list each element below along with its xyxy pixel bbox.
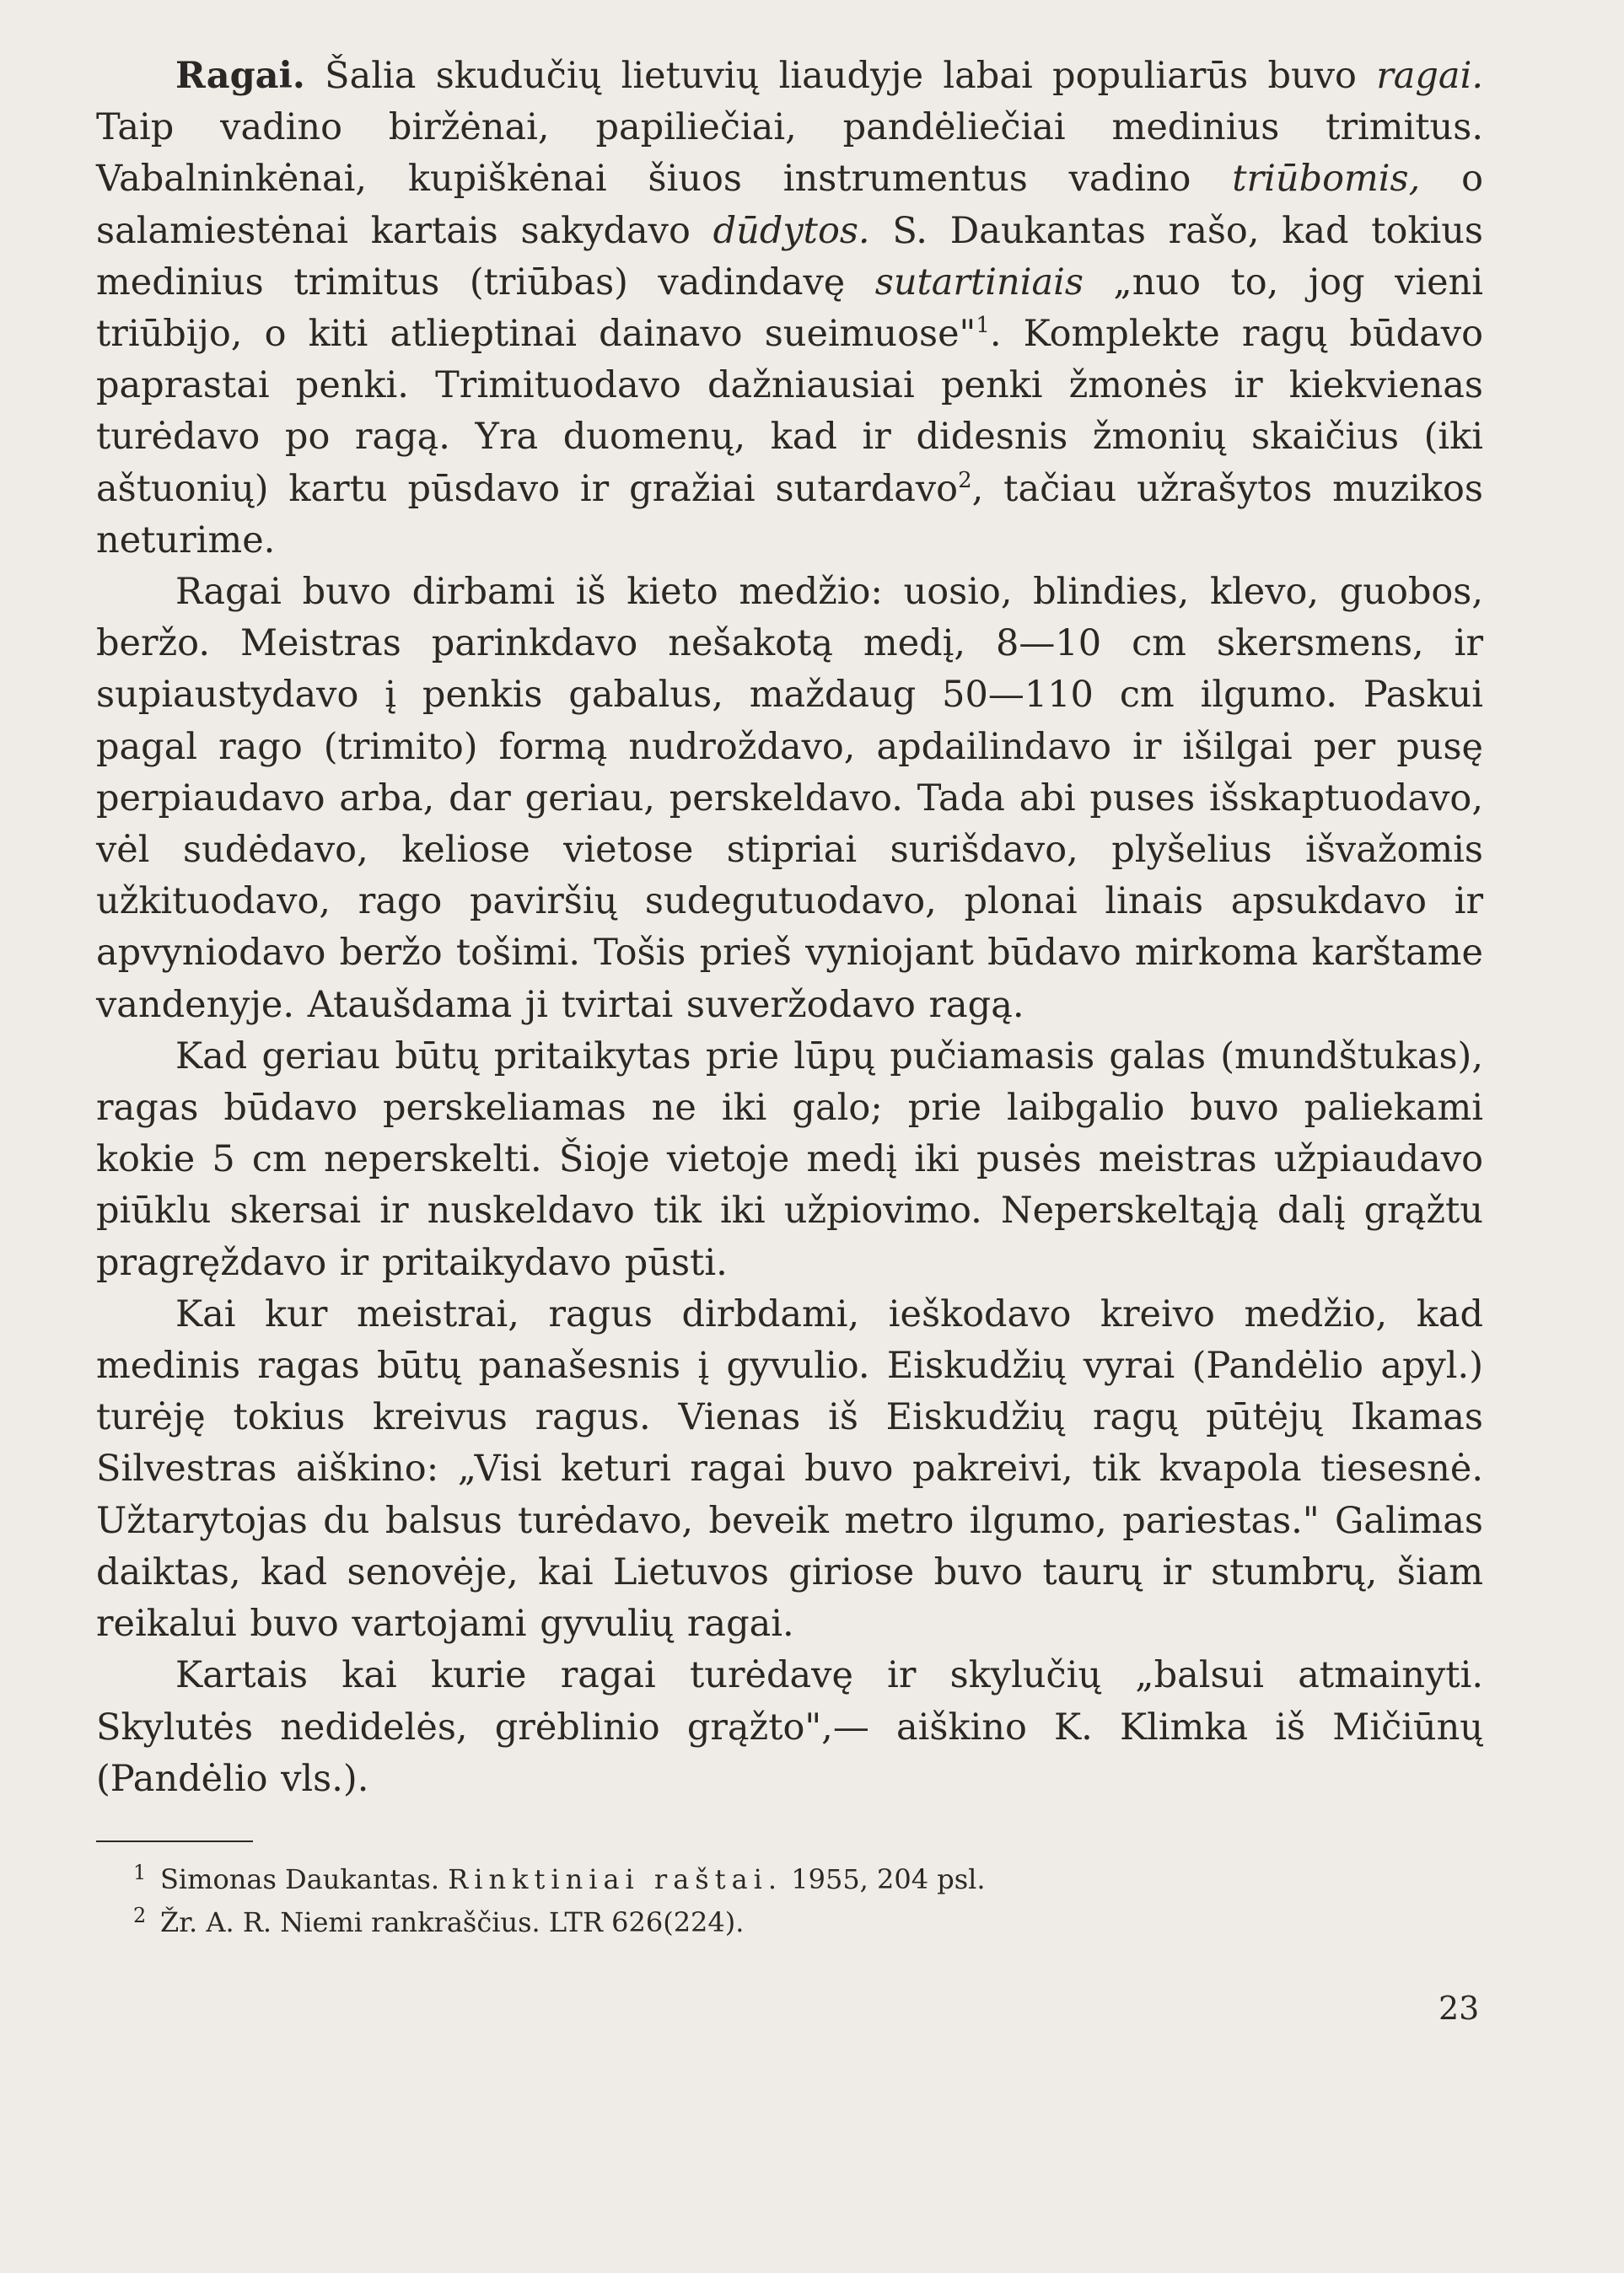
footnote-1: [133, 1858, 1341, 1901]
footnote-2: [133, 1901, 1341, 1944]
text-run: Taip vadino biržėnai, papiliečiai, pandėliečiai medinius trimitus. Vabalninkėnai, kupiškėnai šiuos instrumentus vadino: [96, 106, 1483, 201]
text-run: dūdytos.: [713, 209, 870, 252]
paragraph-mouthpiece: [96, 1031, 1483, 1289]
text-run: Žr. A. R. Niemi rankraščius. LTR 626(224).: [160, 1906, 745, 1938]
text-run: 1955, 204 psl.: [782, 1863, 986, 1895]
footnote-reference: 1: [976, 313, 990, 339]
page-number: 23: [1438, 1990, 1480, 2027]
text-run: Rinktiniai raštai.: [448, 1863, 783, 1895]
text-run: Ragai buvo dirbami iš kieto medžio: uosio, blindies, klevo, guobos, beržo. Meistras parinkdavo nešakotą medį, 8—10 cm skersmens, ir supiaustydavo į penkis gabalus, maždaug 50—110 cm ilgumo. Paskui pagal rago (trimito) formą nudroždavo, apdailindavo ir išilgai per pusę perpiaudavo arba, dar geriau, perskeldavo. Tada abi puses išskaptuodavo, vėl sudėdavo, keliose vietose stipriai surišdavo, plyšelius išvažomis užkituodavo, rago paviršių sudegutuodavo, plonai linais apsukdavo ir apvyniodavo beržo tošimi. Tošis prieš vyniojant būdavo mirkoma karštame vandenyje. Ataušdama ji tvirtai suveržodavo ragą.: [96, 571, 1483, 1026]
text-run: „nuo to, jog vieni triūbijo, o kiti atlieptinai dainavo sueimuose": [96, 261, 1484, 356]
text-run: triūbomis,: [1232, 158, 1421, 201]
text-run: . Komplekte ragų būdavo paprastai penki. Trimituodavo dažniausiai penki žmonės ir kiekvienas turėdavo po ragą. Yra duomenų, kad ir didesnis žmonių skaičius (iki aštuonių) kartu pūsdavo ir gražiai sutardavo: [96, 313, 1483, 510]
text-run: ragai.: [1376, 55, 1483, 97]
text-run: Kai kur meistrai, ragus dirbdami, ieškodavo kreivo medžio, kad medinis ragas būtų panašesnis į gyvulio. Eiskudžių vyrai (Pandėlio apyl.) turėję tokius kreivus ragus. Vienas iš Eiskudžių ragų pūtėjų Ikamas Silvestras aiškino: „Visi keturi ragai buvo pakreivi, tik kvapola tiesesnė. Užtarytojas du balsus turėdavo, beveik metro ilgumo, pariestas." Galimas daiktas, kad senovėje, kai Lietuvos giriose buvo taurų ir stumbrų, šiam reikalui buvo vartojami gyvulių ragai.: [96, 1292, 1483, 1646]
text-run: Simonas Daukantas.: [160, 1863, 449, 1895]
text-run: Kartais kai kurie ragai turėdavę ir skylučių „balsui atmainyti. Skylutės nedidelės, grėblinio grąžto",— aiškino K. Klimka iš Mičiūnų (Pandėlio vls.).: [96, 1654, 1483, 1800]
text-run: Kad geriau būtų pritaikytas prie lūpų pučiamasis galas (mundštukas), ragas būdavo perskeliamas ne iki galo; prie laibgalio buvo paliekami kokie 5 cm neperskelti. Šioje vietoje medį iki pusės meistras užpiaudavo piūklu skersai ir nuskeldavo tik iki užpiovimo. Neperskeltąją dalį grąžtu pragręždavo ir pritaikydavo pūsti.: [96, 1034, 1483, 1284]
paragraph-curved-horns: [96, 1289, 1483, 1650]
paragraph-ragai-intro: [96, 51, 1483, 567]
body-text: [96, 51, 1483, 1805]
text-run: o salamiestėnai kartais sakydavo: [96, 158, 1483, 252]
paragraph-finger-holes: [96, 1650, 1483, 1805]
text-run: Ragai.: [175, 55, 305, 97]
paragraph-ragai-making: [96, 567, 1483, 1031]
text-run: , tačiau užrašytos muzikos neturime.: [96, 467, 1483, 562]
footnote-number: 1: [133, 1861, 147, 1884]
footnote-number: 2: [133, 1904, 147, 1927]
text-run: S. Daukantas rašo, kad tokius medinius trimitus (triūbas) vadindavę: [96, 209, 1483, 304]
text-run: sutartiniais: [874, 261, 1084, 304]
footnote-divider: [96, 1840, 253, 1842]
footnotes: [133, 1858, 1341, 1944]
text-run: Šalia skudučių lietuvių liaudyje labai populiarūs buvo: [304, 55, 1377, 97]
footnote-reference: 2: [958, 467, 972, 493]
